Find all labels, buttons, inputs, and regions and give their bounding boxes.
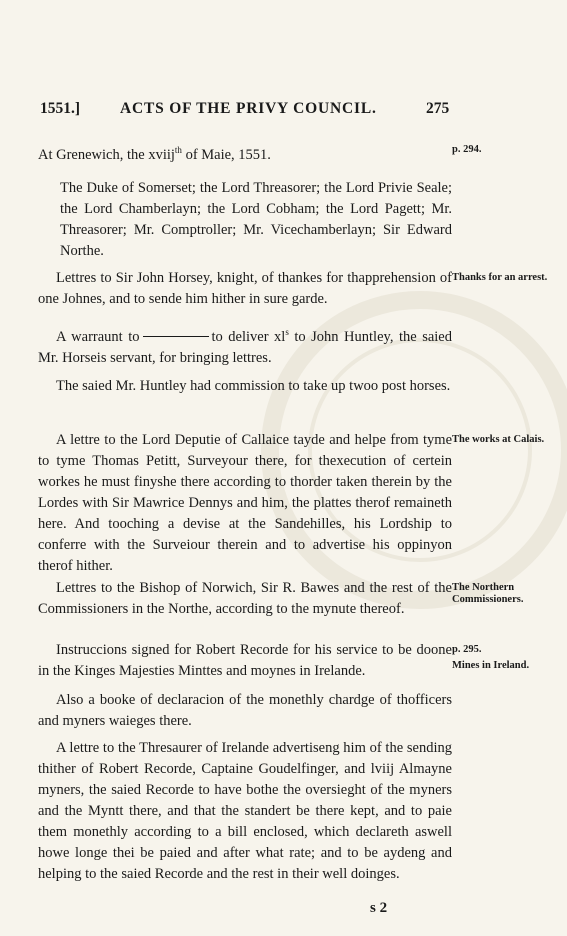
margin-page-ref-294: p. 294. — [452, 144, 482, 155]
entry-calais: A lettre to the Lord Deputie of Callaice tayde and helpe from tyme to tyme Thomas Petitt, Surveyour there, for thexecution of certein workes he must finyshe there according to thorder taken therein by the Lordes with Sir Mawrice Dennys and him, the plattes therof remaineth here. And tooching a devise at the Sandehilles, his Lordship to conferre with the Surveiour therein and to advertise his oppinyon therof hither. — [38, 432, 452, 574]
entry-huntley: The saied Mr. Huntley had commission to take up twoo post horses. — [56, 378, 451, 394]
attendance-list: The Duke of Somerset; the Lord Threasorer; the Lord Privie Seale; the Lord Chamberlayn; the Lord Cobham; the Lord Pagett; Mr. Threasorer; Mr. Comptroller; Mr. Vicechamberlayn; Sir Edward Northe. — [60, 180, 452, 259]
margin-note-arrest: Thanks for an arrest. — [452, 272, 548, 283]
signature-mark: s 2 — [370, 900, 388, 916]
margin-note-mines: Mines in Ireland. — [452, 660, 530, 671]
entry-thresaurer: A lettre to the Thresaurer of Irelande advertiseng him of the sending thither of Robert Recorde, Captaine Goudelfinger, and lviij Almayne myners, the saied Recorde to have bothe the oversieght of the myners and the Myntt there, and that the standert be there kept, and to paie them monethly according to a bill enclosed, which declareth aswell howe longe thei be paied and after what rate; and to be aydeng and helping to the saied Recorde and the rest in their well doinges. — [38, 740, 452, 882]
meeting-line: At Grenewich, the xviij$^{th}$ of Maie, 1551. — [38, 145, 271, 163]
header-year: 1551.] — [40, 100, 81, 117]
running-header — [0, 100, 567, 122]
entry-northern: Lettres to the Bishop of Norwich, Sir R. Bawes and the rest of the Commissioners in the Northe, according to the mynute thereof. — [38, 580, 452, 617]
margin-note-calais: The works at Calais. — [452, 434, 545, 445]
entry-warrant: A warraunt to to deliver $xl^s$ to John Huntley, the saied Mr. Horseis servant, for bringing lettres. — [38, 327, 452, 366]
margin-page-ref-295: p. 295. — [452, 644, 482, 655]
margin-note-northern: The Northern Commissioners. — [452, 582, 524, 605]
entry-booke: Also a booke of declaracion of the monethly chardge of thofficers and myners waieges there. — [38, 692, 452, 729]
page-number: 275 — [426, 100, 450, 117]
blank-line — [143, 336, 209, 337]
running-title: ACTS OF THE PRIVY COUNCIL. — [120, 100, 377, 117]
entry-recorde: Instruccions signed for Robert Recorde for his service to be doone in the Kinges Majesties Minttes and moynes in Irelande. — [38, 642, 452, 679]
entry-horsey: Lettres to Sir John Horsey, knight, of thankes for thapprehension of one Johnes, and to sende him hither in sure garde. — [38, 270, 452, 307]
